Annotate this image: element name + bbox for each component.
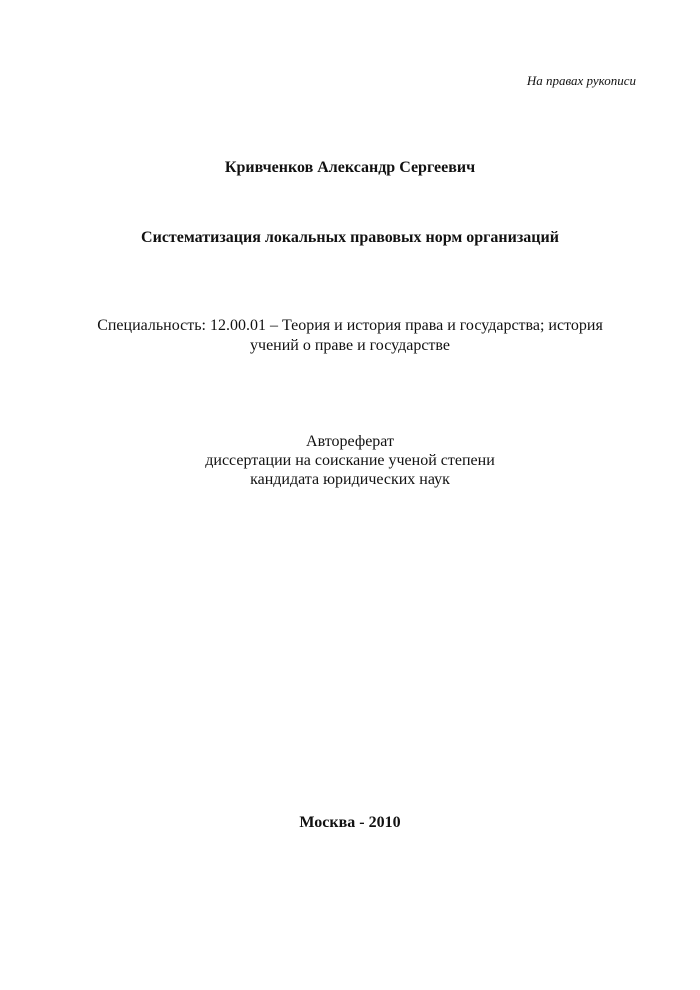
city-year: Москва - 2010: [299, 814, 401, 831]
manuscript-rights-note: На правах рукописи: [526, 73, 636, 88]
author-name: Кривченков Александр Сергеевич: [224, 159, 476, 176]
abstract-block: [0, 432, 700, 489]
specialty-line-1: Специальность: 12.00.01 – Теория и история права и государства; история: [97, 317, 603, 334]
specialty-line-2: учений о праве и государстве: [250, 337, 450, 354]
degree-line-2: кандидата юридических наук: [250, 471, 450, 488]
specialty-block: [0, 316, 700, 356]
degree-line-1: диссертации на соискание ученой степени: [205, 452, 495, 469]
dissertation-title: Систематизация локальных правовых норм организаций: [141, 229, 559, 246]
abstract-label: Автореферат: [306, 433, 394, 450]
